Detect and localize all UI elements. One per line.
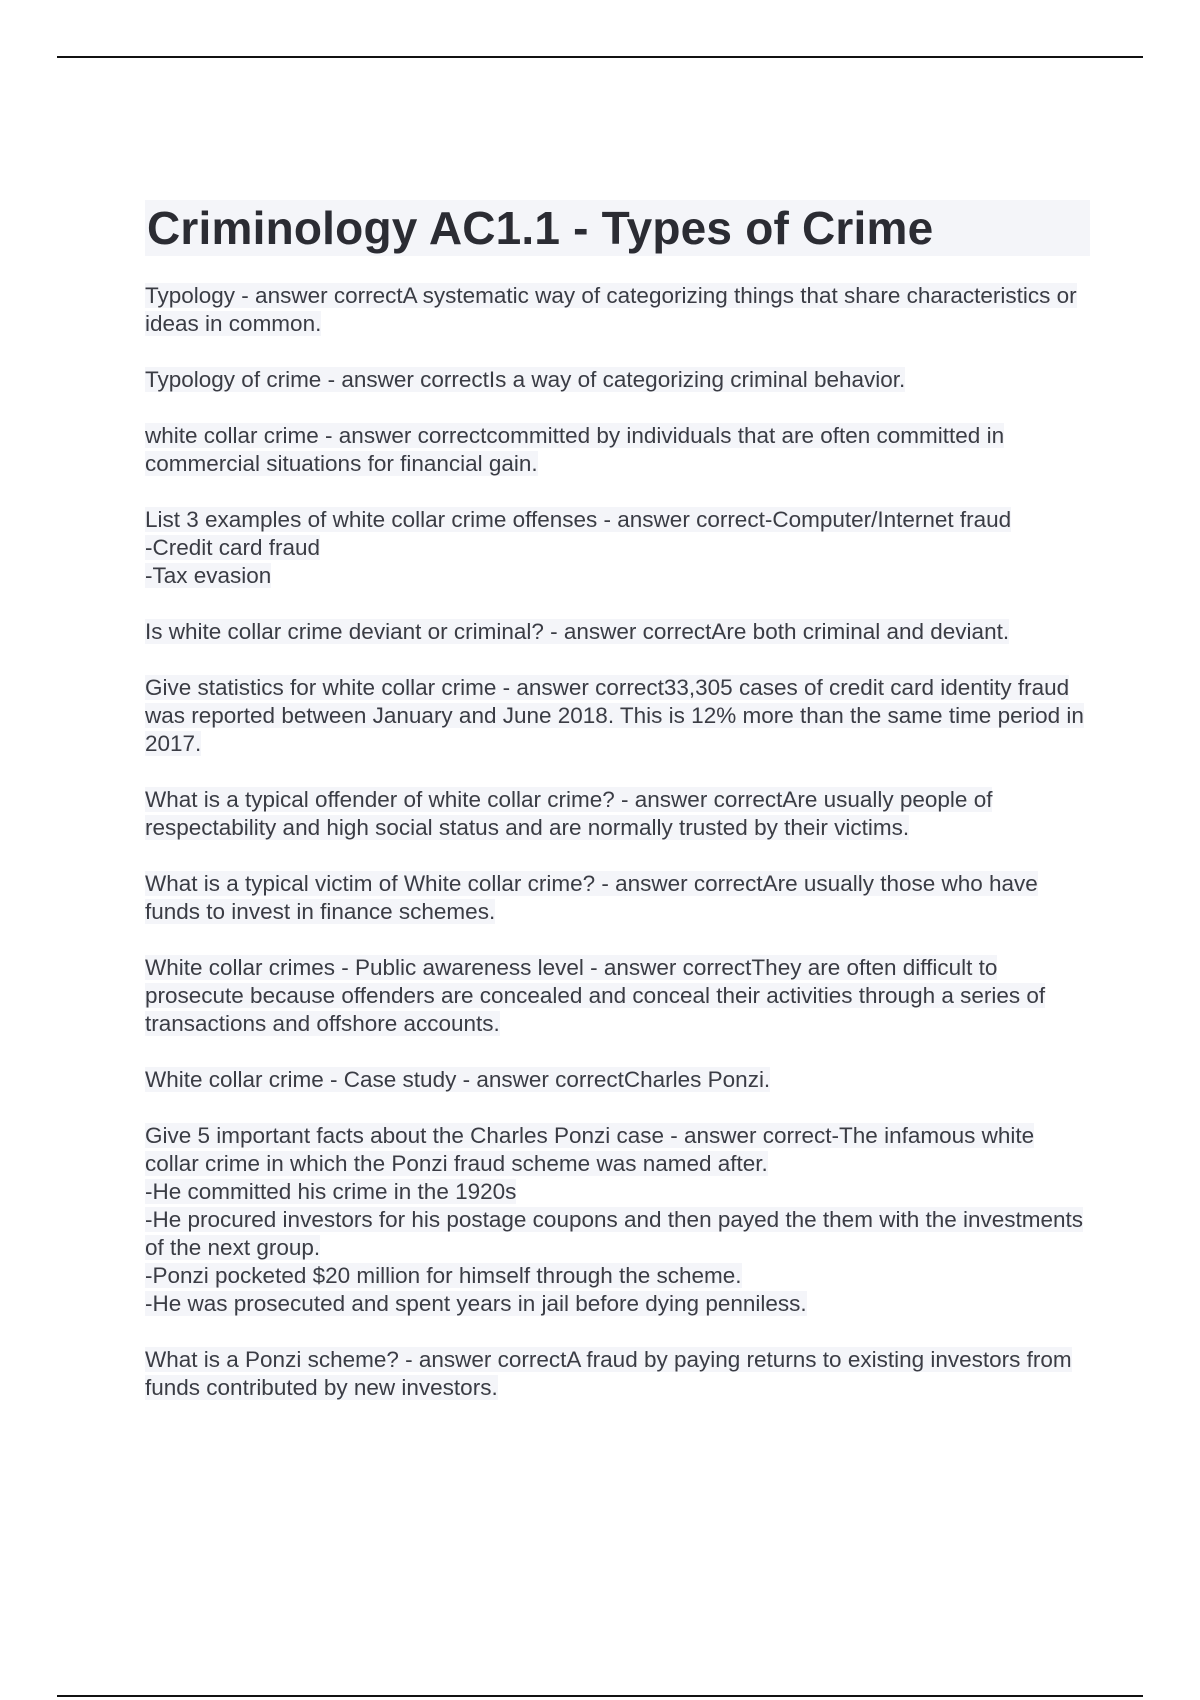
list-item	[145, 422, 1090, 478]
top-divider	[57, 56, 1143, 58]
entry-text: What is a Ponzi scheme? - answer correctA fraud by paying returns to existing investors from funds contributed by new investors.	[145, 1347, 1072, 1400]
list-item	[145, 1122, 1090, 1318]
list-item	[145, 618, 1090, 646]
list-item	[145, 366, 1090, 394]
entry-text: White collar crime - Case study - answer correctCharles Ponzi.	[145, 1067, 771, 1092]
entry-text: Typology - answer correctA systematic way of categorizing things that share characteristics or ideas in common.	[145, 283, 1077, 336]
entry-text: white collar crime - answer correctcommitted by individuals that are often committed in commercial situations for financial gain.	[145, 423, 1005, 476]
list-item	[145, 870, 1090, 926]
document-body	[145, 200, 1090, 1430]
page-title: Criminology AC1.1 - Types of Crime	[145, 200, 1090, 256]
list-item	[145, 1066, 1090, 1094]
list-item	[145, 786, 1090, 842]
entry-text: Give statistics for white collar crime - answer correct33,305 cases of credit card identity fraud was reported between January and June 2018. This is 12% more than the same time period in 2017.	[145, 675, 1084, 756]
list-item	[145, 282, 1090, 338]
entry-text: What is a typical victim of White collar crime? - answer correctAre usually those who have funds to invest in finance schemes.	[145, 871, 1038, 924]
list-item	[145, 954, 1090, 1038]
entry-text: Is white collar crime deviant or criminal? - answer correctAre both criminal and deviant.	[145, 619, 1010, 644]
entry-text: List 3 examples of white collar crime offenses - answer correct-Computer/Internet fraud -Credit card fraud -Tax evasion	[145, 507, 1012, 588]
bottom-divider	[57, 1695, 1143, 1697]
entry-text: What is a typical offender of white collar crime? - answer correctAre usually people of respectability and high social status and are normally trusted by their victims.	[145, 787, 993, 840]
entry-text: Typology of crime - answer correctIs a way of categorizing criminal behavior.	[145, 367, 906, 392]
list-item	[145, 674, 1090, 758]
entry-text: Give 5 important facts about the Charles Ponzi case - answer correct-The infamous white collar crime in which the Ponzi fraud scheme was named after. -He committed his crime in the 1920s -He procured investors for his postage coupons and then payed the them with the investments of the next group. -Ponzi pocketed $20 million for himself through the scheme. -He was prosecuted and spent years in jail before dying penniless.	[145, 1123, 1084, 1316]
entry-text: White collar crimes - Public awareness level - answer correctThey are often difficult to prosecute because offenders are concealed and conceal their activities through a series of transactions and offshore accounts.	[145, 955, 1046, 1036]
list-item	[145, 506, 1090, 590]
list-item	[145, 1346, 1090, 1402]
